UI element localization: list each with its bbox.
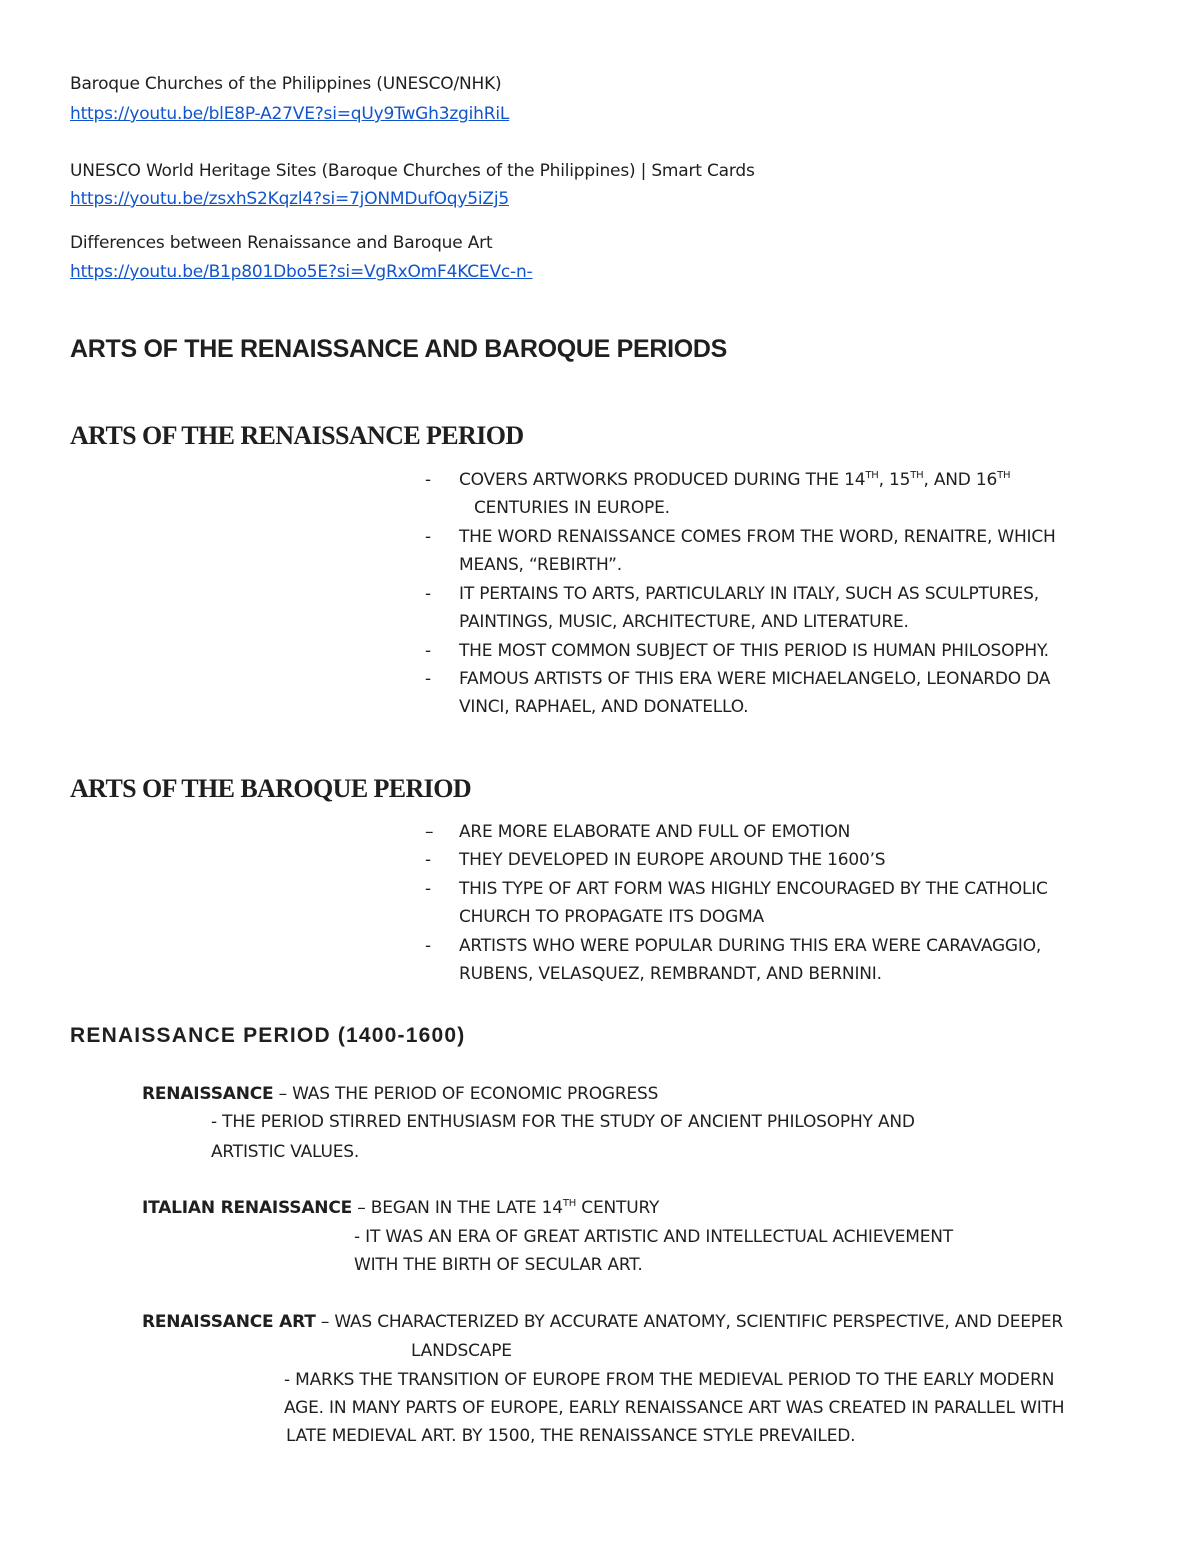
list-item: THIS TYPE OF ART FORM WAS HIGHLY ENCOURAGED BY THE CATHOLIC — [459, 879, 1048, 899]
definition-renaissance — [142, 1083, 658, 1105]
renaissance-heading: ARTS OF THE RENAISSANCE PERIOD — [70, 421, 524, 450]
bullet-dash: - — [425, 470, 432, 490]
definition-sub: - THE PERIOD STIRRED ENTHUSIASM FOR THE STUDY OF ANCIENT PHILOSOPHY AND — [211, 1112, 915, 1132]
list-item: FAMOUS ARTISTS OF THIS ERA WERE MICHAELANGELO, LEONARDO DA — [459, 669, 1051, 689]
definition-renaissance-art — [142, 1311, 1063, 1333]
definition-italian-renaissance — [142, 1197, 659, 1219]
superscript: TH — [910, 470, 924, 481]
definition-text: – WAS THE PERIOD OF ECONOMIC PROGRESS — [273, 1084, 659, 1104]
bullet-dash: - — [425, 641, 432, 661]
list-item: THE MOST COMMON SUBJECT OF THIS PERIOD IS HUMAN PHILOSOPHY. — [459, 641, 1049, 661]
video-link-3[interactable]: https://youtu.be/B1p801Dbo5E?si=VgRxOmF4KCEVc-n- — [70, 262, 533, 282]
definition-text: – BEGAN IN THE LATE 14 — [352, 1198, 563, 1218]
list-item: THE WORD RENAISSANCE COMES FROM THE WORD, RENAITRE, WHICH — [459, 527, 1056, 547]
list-item-continuation: VINCI, RAPHAEL, AND DONATELLO. — [459, 697, 749, 717]
link-title-3: Differences between Renaissance and Baroque Art — [70, 233, 493, 253]
definition-sub: - MARKS THE TRANSITION OF EUROPE FROM THE MEDIEVAL PERIOD TO THE EARLY MODERN — [284, 1370, 1055, 1390]
list-item: THEY DEVELOPED IN EUROPE AROUND THE 1600’S — [459, 850, 886, 870]
bullet-dash: - — [425, 584, 432, 604]
bullet-dash: - — [425, 527, 432, 547]
link-title-1: Baroque Churches of the Philippines (UNESCO/NHK) — [70, 74, 502, 94]
bullet-text: COVERS ARTWORKS PRODUCED DURING THE 14 — [459, 470, 866, 490]
definition-sub: LATE MEDIEVAL ART. BY 1500, THE RENAISSANCE STYLE PREVAILED. — [286, 1426, 856, 1446]
list-item: IT PERTAINS TO ARTS, PARTICULARLY IN ITALY, SUCH AS SCULPTURES, — [459, 584, 1039, 604]
bullet-text: , AND 16 — [923, 470, 998, 490]
definition-sub: AGE. IN MANY PARTS OF EUROPE, EARLY RENAISSANCE ART WAS CREATED IN PARALLEL WITH — [284, 1398, 1065, 1418]
baroque-heading: ARTS OF THE BAROQUE PERIOD — [70, 774, 471, 803]
list-item: ARE MORE ELABORATE AND FULL OF EMOTION — [459, 822, 851, 842]
link-title-2: UNESCO World Heritage Sites (Baroque Churches of the Philippines) | Smart Cards — [70, 161, 755, 181]
bullet-dash: - — [425, 936, 432, 956]
list-item — [459, 469, 1010, 491]
list-item-continuation: CENTURIES IN EUROPE. — [474, 498, 670, 518]
bullet-dash: - — [425, 879, 432, 899]
term: RENAISSANCE ART — [142, 1312, 316, 1332]
superscript: TH — [865, 470, 879, 481]
definition-text: CENTURY — [576, 1198, 660, 1218]
bullet-text: , 15 — [878, 470, 911, 490]
period-heading: RENAISSANCE PERIOD (1400-1600) — [70, 1024, 466, 1047]
list-item-continuation: CHURCH TO PROPAGATE ITS DOGMA — [459, 907, 764, 927]
bullet-dash: – — [425, 822, 434, 842]
list-item-continuation: MEANS, “REBIRTH”. — [459, 555, 622, 575]
definition-text: – WAS CHARACTERIZED BY ACCURATE ANATOMY, SCIENTIFIC PERSPECTIVE, AND DEEPER — [315, 1312, 1063, 1332]
definition-continuation: LANDSCAPE — [411, 1341, 512, 1361]
definition-sub: WITH THE BIRTH OF SECULAR ART. — [354, 1255, 643, 1275]
video-link-2[interactable]: https://youtu.be/zsxhS2Kqzl4?si=7jONMDufOqy5iZj5 — [70, 189, 509, 209]
list-item: ARTISTS WHO WERE POPULAR DURING THIS ERA WERE CARAVAGGIO, — [459, 936, 1042, 956]
superscript: TH — [997, 470, 1011, 481]
bullet-dash: - — [425, 669, 432, 689]
bullet-dash: - — [425, 850, 432, 870]
video-link-1[interactable]: https://youtu.be/blE8P-A27VE?si=qUy9TwGh3zgihRiL — [70, 104, 510, 124]
definition-sub: - IT WAS AN ERA OF GREAT ARTISTIC AND INTELLECTUAL ACHIEVEMENT — [354, 1227, 953, 1247]
definition-sub: ARTISTIC VALUES. — [211, 1142, 360, 1162]
term: RENAISSANCE — [142, 1084, 274, 1104]
main-heading: ARTS OF THE RENAISSANCE AND BAROQUE PERIODS — [70, 335, 728, 363]
list-item-continuation: PAINTINGS, MUSIC, ARCHITECTURE, AND LITERATURE. — [459, 612, 909, 632]
superscript: TH — [562, 1198, 577, 1209]
list-item-continuation: RUBENS, VELASQUEZ, REMBRANDT, AND BERNINI. — [459, 964, 882, 984]
term: ITALIAN RENAISSANCE — [142, 1198, 353, 1218]
